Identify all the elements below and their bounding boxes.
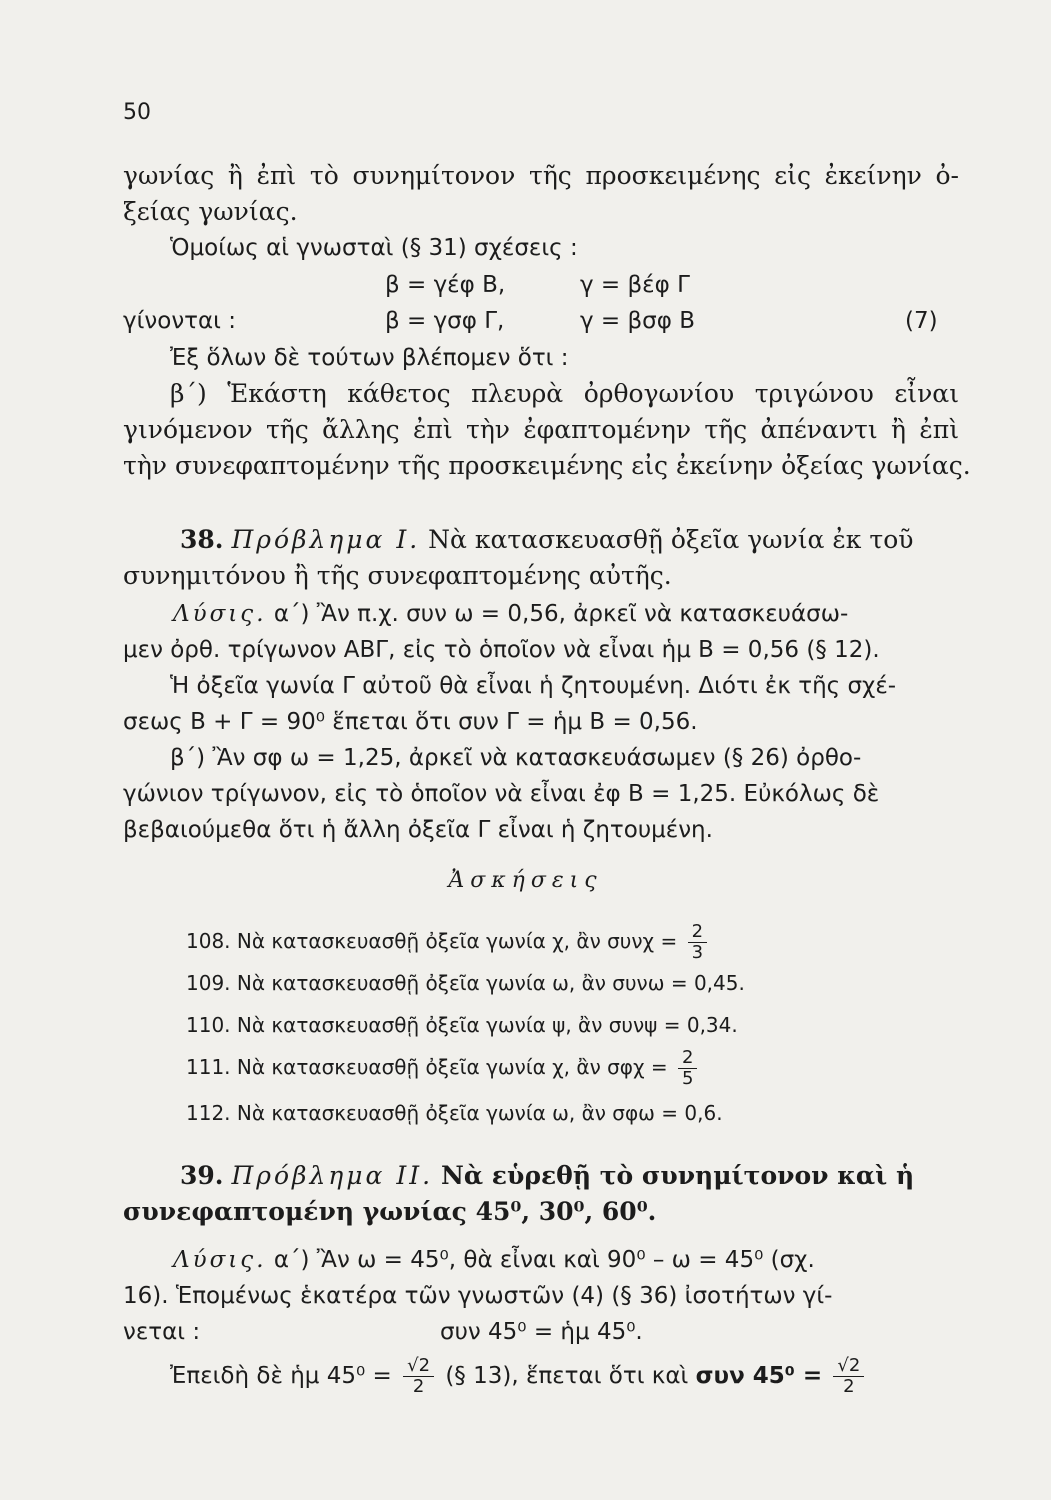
exercise-item: 110. Νὰ κατασκευασθῇ ὀξεῖα γωνία ψ, ἂν συνψ = 0,34. <box>186 1013 738 1037</box>
solution-line <box>173 1242 959 1278</box>
text-line: γωνίας ἢ ἐπὶ τὸ συνημίτονον τῆς προσκειμένης εἰς ἐκείνην ὀ- <box>123 161 959 190</box>
fraction-denominator: 3 <box>691 942 704 963</box>
text-label: γίνονται : <box>123 308 237 334</box>
problem-label: Πρόβλημα Ι. <box>231 525 421 554</box>
fraction-denominator: 2 <box>843 1376 855 1397</box>
fraction-numerator: √2 <box>403 1356 434 1377</box>
equation-text: (§ 13), ἕπεται ὅτι καὶ <box>445 1363 689 1389</box>
text-line: β΄) Ἑκάστη κάθετος πλευρὰ ὀρθογωνίου τριγώνου εἶναι <box>170 379 959 408</box>
fraction <box>833 1356 864 1397</box>
text-line: 16). Ἑπομένως ἑκατέρα τῶν γνωστῶν (4) (§ 36) ἰσοτήτων γί- <box>123 1283 833 1309</box>
text-line: συνημιτόνου ἢ τῆς συνεφαπτομένης αὐτῆς. <box>123 561 672 590</box>
exercise-item <box>186 1048 701 1089</box>
fraction-denominator: 5 <box>682 1068 694 1089</box>
text-line: συνεφαπτομένη γωνίας 45⁰, 30⁰, 60⁰. <box>123 1197 657 1226</box>
problem-label: Πρόβλημα ΙΙ. <box>231 1161 434 1190</box>
text-line: Ἡ ὀξεῖα γωνία Γ αὐτοῦ θὰ εἶναι ἡ ζητουμένη. Διότι ἐκ τῆς σχέ- <box>170 673 897 699</box>
fraction-denominator: 2 <box>412 1376 425 1397</box>
problem-heading <box>180 522 960 558</box>
fraction <box>678 1048 697 1089</box>
text-line: ξείας γωνίας. <box>123 197 298 226</box>
page-number: 50 <box>123 100 151 125</box>
equation-text: Ἐπειδὴ δὲ ἡμ 45⁰ = <box>170 1363 392 1389</box>
fraction <box>688 922 707 963</box>
exercise-item: 109. Νὰ κατασκευασθῇ ὀξεῖα γωνία ω, ἂν συνω = 0,45. <box>186 971 745 995</box>
equation: γ = βέφ Γ <box>580 272 690 298</box>
text-line: Ἐξ ὅλων δὲ τούτων βλέπομεν ὅτι : <box>170 345 569 371</box>
problem-text: Νὰ εὑρεθῇ τὸ συνημίτονον καὶ ἡ <box>441 1161 915 1190</box>
solution-label: Λύσις. <box>173 1247 267 1273</box>
solution-line <box>173 596 959 632</box>
fraction <box>403 1356 434 1397</box>
text-line: γώνιον τρίγωνον, εἰς τὸ ὁποῖον νὰ εἶναι ἐφ Β = 1,25. Εὐκόλως δὲ <box>123 781 880 807</box>
exercise-text: 111. Νὰ κατασκευασθῇ ὀξεῖα γωνία χ, ἂν σφχ = <box>186 1055 668 1079</box>
problem-text: Νὰ κατασκευασθῇ ὀξεῖα γωνία ἐκ τοῦ <box>428 525 914 554</box>
text-line: Ὁμοίως αἱ γνωσταὶ (§ 31) σχέσεις : <box>170 235 578 261</box>
exercise-item: 112. Νὰ κατασκευασθῇ ὀξεῖα γωνία ω, ἂν σφω = 0,6. <box>186 1101 723 1125</box>
solution-text: α΄) Ἂν ω = 45⁰, θὰ εἶναι καὶ 90⁰ – ω = 45⁰ (σχ. <box>273 1247 815 1273</box>
equation: β = γσφ Γ, <box>385 308 505 334</box>
text-line: γινόμενον τῆς ἄλλης ἐπὶ τὴν ἐφαπτομένην τῆς ἀπέναντι ἢ ἐπὶ <box>123 415 959 444</box>
fraction-numerator: 2 <box>678 1048 697 1069</box>
equation-line <box>170 1356 868 1397</box>
text-line: μεν ὀρθ. τρίγωνον ΑΒΓ, εἰς τὸ ὁποῖον νὰ εἶναι ἡμ Β = 0,56 (§ 12). <box>123 637 880 663</box>
exercises-heading: Ἀσκήσεις <box>448 868 603 893</box>
equation: β = γέφ Β, <box>385 272 506 298</box>
problem-heading <box>180 1158 960 1194</box>
text-line: σεως Β + Γ = 90⁰ ἕπεται ὅτι συν Γ = ἡμ Β = 0,56. <box>123 709 698 735</box>
solution-text: α΄) Ἂν π.χ. συν ω = 0,56, ἀρκεῖ νὰ κατασκευάσω- <box>273 601 849 627</box>
equation-text: συν 45⁰ = <box>695 1363 823 1389</box>
fraction-numerator: 2 <box>688 922 707 943</box>
text-line: τὴν συνεφαπτομένην τῆς προσκειμένης εἰς ἐκείνην ὀξείας γωνίας. <box>123 451 971 480</box>
equation-number: (7) <box>905 308 938 334</box>
fraction-numerator: √2 <box>833 1356 864 1377</box>
solution-label: Λύσις. <box>173 601 267 627</box>
exercise-text: 108. Νὰ κατασκευασθῇ ὀξεῖα γωνία χ, ἂν συνχ = <box>186 929 678 953</box>
problem-number: 39. <box>180 1161 224 1190</box>
equation: συν 45⁰ = ἡμ 45⁰. <box>440 1319 643 1345</box>
text-label: νεται : <box>123 1319 201 1345</box>
text-line: β΄) Ἂν σφ ω = 1,25, ἀρκεῖ νὰ κατασκευάσωμεν (§ 26) ὀρθο- <box>170 745 862 771</box>
text-line: βεβαιούμεθα ὅτι ἡ ἄλλη ὀξεῖα Γ εἶναι ἡ ζητουμένη. <box>123 817 713 843</box>
problem-number: 38. <box>180 525 224 554</box>
equation: γ = βσφ Β <box>580 308 696 334</box>
exercise-item <box>186 922 711 963</box>
